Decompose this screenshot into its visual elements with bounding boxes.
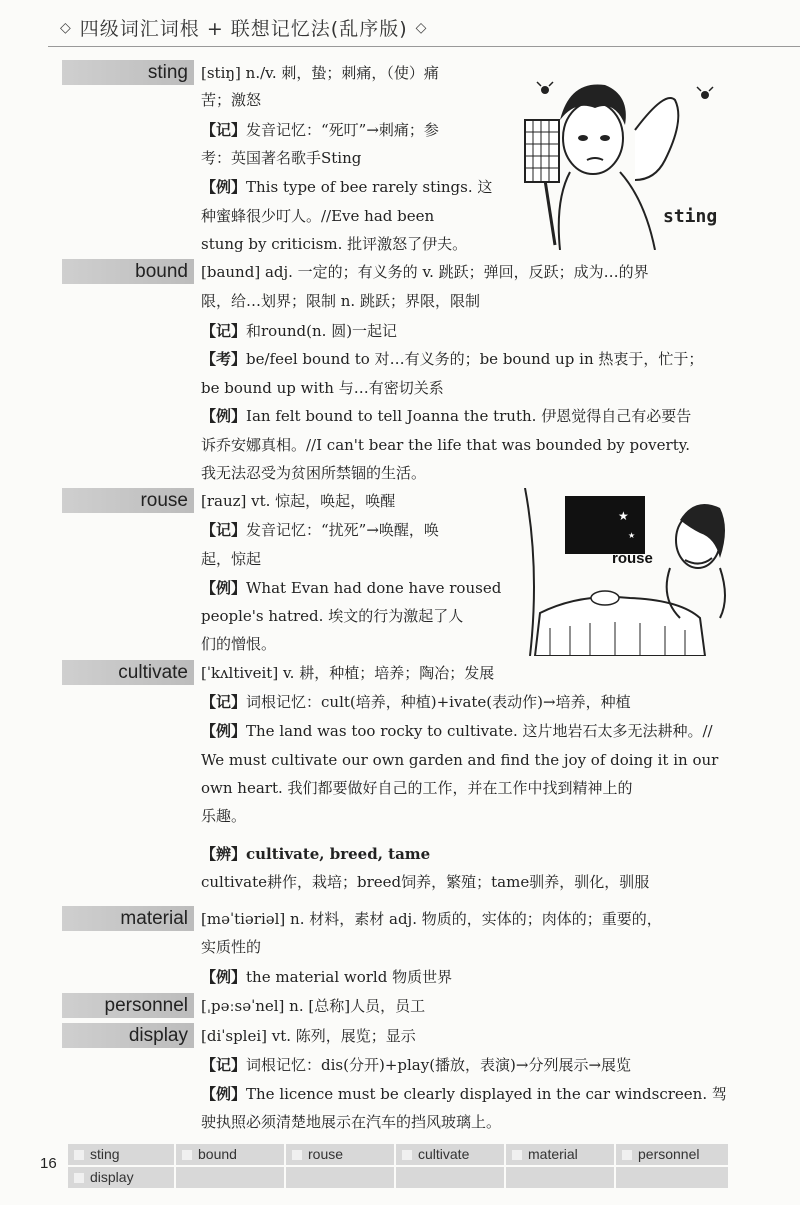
rouse-image-label: rouse [612,550,653,567]
display-example-1: 【例】The licence must be clearly displayed in the car windscreen. 驾 [201,1085,727,1103]
material-definition-1: [məˈtiəriəl] n. 材料，素材 adj. 物质的，实体的；肉体的；重要的， [201,910,662,928]
headword-bar-bound [62,259,194,284]
cultivate-memo: 【记】词根记忆：cult(培养，种植)+ivate(表动作)→培养，种植 [201,693,631,711]
example-tag: 【例】 [201,1085,247,1103]
example-tag: 【例】 [201,722,247,740]
example-tag: 【例】 [201,407,247,425]
bound-exam-1: 【考】be/feel bound to 对…有义务的；be bound up in 热衷于，忙于； [201,350,704,368]
distinguish-tag: 【辨】 [201,845,247,863]
cultivate-example-1: 【例】The land was too rocky to cultivate. 这片地岩石太多无法耕种。// [201,722,713,740]
footer-empty-cell [506,1167,614,1188]
sting-definition-2: 苦；激怒 [201,91,262,109]
example-tag: 【例】 [201,579,247,597]
page-header [0,0,800,52]
footer-word: display [68,1167,174,1188]
footer-word: sting [68,1144,174,1165]
cultivate-distinguish-2: cultivate耕作，栽培；breed饲养，繁殖；tame驯养，驯化，驯服 [201,873,650,891]
rouse-memo-2: 起，惊起 [201,550,262,568]
header-title-row [60,14,427,41]
diamond-icon: ◇ [415,19,428,36]
cultivate-example-4: 乐趣。 [201,807,247,825]
checkbox-icon [182,1150,192,1160]
example-tag: 【例】 [201,178,247,196]
sting-image-label: sting [663,206,718,227]
header-title: 四级词汇词根 + 联想记忆法(乱序版) [79,18,408,40]
checkbox-icon [402,1150,412,1160]
cultivate-definition: [ˈkʌltiveit] v. 耕，种植；培养；陶冶；发展 [201,664,495,682]
headword-rouse: rouse [140,490,188,511]
sting-memo-1: 【记】发音记忆：“死叮”→刺痛；参 [201,121,439,139]
headword-sting: sting [147,62,188,83]
rouse-memo-1: 【记】发音记忆：“扰死”→唤醒，唤 [201,521,439,539]
material-example: 【例】the material world 物质世界 [201,968,453,986]
material-definition-2: 实质性的 [201,938,262,956]
bound-memo: 【记】和round(n. 圆)一起记 [201,322,398,340]
sting-illustration [515,60,725,250]
cultivate-distinguish-1: 【辨】cultivate, breed, tame [201,845,431,863]
footer-word: personnel [616,1144,728,1165]
bound-example-2: 诉乔安娜真相。//I can't bear the life that was bounded by poverty. [201,436,690,454]
rouse-definition: [rauz] vt. 惊起，唤起，唤醒 [201,492,396,510]
memo-tag: 【记】 [201,693,247,711]
headword-display: display [128,1025,188,1046]
rouse-illustration [520,488,730,656]
header-divider [48,46,800,47]
bound-example-1: 【例】Ian felt bound to tell Joanna the truth. 伊恩觉得自己有必要告 [201,407,692,425]
headword-bar-rouse [62,488,194,513]
sting-example-1: 【例】This type of bee rarely stings. 这 [201,178,493,196]
headword-bar-cultivate [62,660,194,685]
headword-material: material [120,908,188,929]
footer-word-grid [68,1144,728,1190]
footer-word: bound [176,1144,284,1165]
example-tag: 【例】 [201,968,247,986]
checkbox-icon [512,1150,522,1160]
rouse-example-1: 【例】What Evan had done have roused [201,579,502,597]
svg-text:★: ★ [618,509,629,523]
diamond-icon: ◇ [60,19,72,36]
memo-tag: 【记】 [201,521,247,539]
bound-exam-2: be bound up with 与…有密切关系 [201,379,444,397]
checkbox-icon [622,1150,632,1160]
headword-personnel: personnel [104,995,188,1016]
checkbox-icon [292,1150,302,1160]
memo-tag: 【记】 [201,121,247,139]
footer-empty-cell [286,1167,394,1188]
sting-example-2: 种蜜蜂很少叮人。//Eve had been [201,207,435,225]
rouse-cartoon-icon [520,488,730,656]
display-example-2: 驶执照必须清楚地展示在汽车的挡风玻璃上。 [201,1113,502,1131]
headword-bar-personnel [62,993,194,1018]
bound-example-3: 我无法忍受为贫困所禁锢的生活。 [201,464,427,482]
headword-bar-material [62,906,194,931]
footer-empty-cell [616,1167,728,1188]
rouse-example-2: people's hatred. 埃文的行为激起了人 [201,607,464,625]
cultivate-example-2: We must cultivate our own garden and find the joy of doing it in our [201,751,719,769]
headword-cultivate: cultivate [118,662,188,683]
exam-tag: 【考】 [201,350,247,368]
footer-word: material [506,1144,614,1165]
headword-bound: bound [135,261,188,282]
checkbox-icon [74,1173,84,1183]
headword-bar-display [62,1023,194,1048]
memo-tag: 【记】 [201,322,247,340]
cultivate-example-3: own heart. 我们都要做好自己的工作，并在工作中找到精神上的 [201,779,633,797]
sting-memo-2: 考：英国著名歌手Sting [201,149,362,167]
rouse-example-3: 们的憎恨。 [201,635,277,653]
memo-tag: 【记】 [201,1056,247,1074]
bound-definition-2: 限，给…划界；限制 n. 跳跃；界限，限制 [201,292,480,310]
display-memo: 【记】词根记忆：dis(分开)+play(播放，表演)→分列展示→展览 [201,1056,632,1074]
footer-empty-cell [396,1167,504,1188]
headword-bar-sting [62,60,194,85]
checkbox-icon [74,1150,84,1160]
footer-word: rouse [286,1144,394,1165]
display-definition: [diˈsplei] vt. 陈列，展览；显示 [201,1027,416,1045]
page-number: 16 [40,1155,57,1172]
footer-word: cultivate [396,1144,504,1165]
sting-definition-1: [stiŋ] n./v. 刺，蛰；刺痛，（使）痛 [201,64,439,82]
bound-definition-1: [baund] adj. 一定的；有义务的 v. 跳跃；弹回，反跃；成为…的界 [201,263,649,281]
svg-text:★: ★ [628,531,636,540]
sting-example-3: stung by criticism. 批评激怒了伊夫。 [201,235,468,253]
personnel-definition: [ˌpəːsəˈnel] n. [总称]人员，员工 [201,997,426,1015]
footer-empty-cell [176,1167,284,1188]
